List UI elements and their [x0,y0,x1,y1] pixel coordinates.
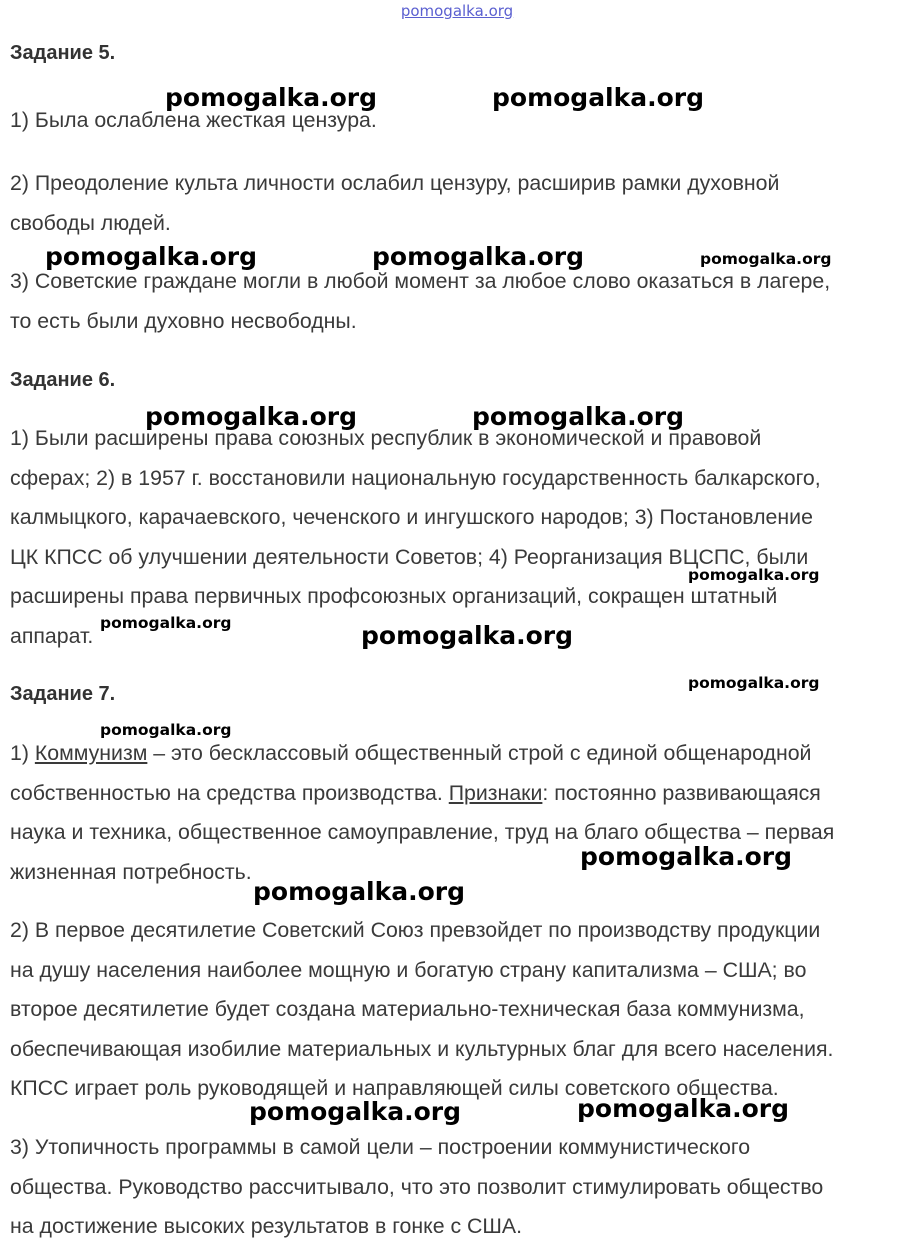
term-features: Признаки [448,780,543,805]
task6-heading: Задание 6. [10,369,116,391]
task7-item1-line1 [10,734,910,774]
term-communism: Коммунизм [34,741,148,765]
watermark: pomogalka.org [100,614,232,632]
header-watermark-link[interactable]: pomogalka.org [400,2,514,20]
watermark: pomogalka.org [472,402,685,431]
task7-item3-line: 3) Утопичность программы в самой цели – построении коммунистического [10,1135,751,1159]
watermark: pomogalka.org [492,83,705,112]
watermark: pomogalka.org [100,721,232,739]
task7-item2-line: КПСС играет роль руководящей и направляющей силы советского общества. [10,1076,779,1100]
features-text: : постоянно развивающаяся [542,780,821,805]
task7-item2-line: обеспечивающая изобилие материальных и культурных благ для всего населения. [10,1036,834,1061]
task5-item2 [10,164,910,243]
task7-item2-line: на душу населения наиболее мощную и богатую страну капитализма – США; во [10,957,807,982]
task7-item2 [10,911,910,1109]
item-number: 1) [10,741,35,765]
watermark: pomogalka.org [700,250,832,268]
task5-item2-line1: 2) Преодоление культа личности ослабил цензуру, расширив рамки духовной [10,171,780,195]
task7-item3-line: на достижение высоких результатов в гонке с США. [10,1214,523,1238]
task6-line: аппарат. [10,623,94,648]
task6-line: 1) Были расширены права союзных республик в экономической и правовой [10,426,762,450]
task6-line: ЦК КПСС об улучшении деятельности Советов; 4) Реорганизация ВЦСПС, были [10,544,809,569]
watermark: pomogalka.org [45,242,258,271]
task7-item3-line: общества. Руководство рассчитывало, что это позволит стимулировать общество [10,1174,824,1199]
watermark: pomogalka.org [577,1094,790,1123]
watermark: pomogalka.org [253,877,466,906]
watermark: pomogalka.org [249,1097,462,1126]
watermark: pomogalka.org [688,674,820,692]
task7-item2-line: 2) В первое десятилетие Советский Союз превзойдет по производству продукции [10,918,821,942]
task5-heading: Задание 5. [10,42,116,64]
task5-item3-line2: то есть были духовно несвободны. [10,308,357,333]
watermark: pomogalka.org [580,842,793,871]
definition-text: – это бесклассовый общественный строй с единой общенародной [147,741,812,765]
task5-item3-line1: 3) Советские граждане могли в любой момент за любое слово оказаться в лагере, [10,269,831,293]
watermark: pomogalka.org [688,566,820,584]
task7-item1-line4: жизненная потребность. [10,859,252,884]
task6-line: калмыцкого, карачаевского, чеченского и ингушского народов; 3) Постановление [10,505,813,529]
task7-item2-line: второе десятилетие будет создана материально-техническая база коммунизма, [10,997,805,1021]
definition-text: собственностью на средства производства. [10,780,449,805]
task6-line: расширены права первичных профсоюзных организаций, сокращен штатный [10,584,778,608]
task5-item3 [10,262,910,341]
task5-item2-line2: свободы людей. [10,210,171,235]
task7-item3 [10,1128,910,1247]
task5-item1: 1) Была ослаблена жесткая цензура. [10,108,377,132]
task7-item1-line2 [10,774,910,814]
task6-line: сферах; 2) в 1957 г. восстановили национальную государственность балкарского, [10,465,821,490]
task7-heading: Задание 7. [10,683,116,705]
watermark: pomogalka.org [372,242,585,271]
watermark: pomogalka.org [145,402,358,431]
watermark: pomogalka.org [165,83,378,112]
watermark: pomogalka.org [361,621,574,650]
task7-item1-line3: наука и техника, общественное самоуправление, труд на благо общества – первая [10,820,835,844]
